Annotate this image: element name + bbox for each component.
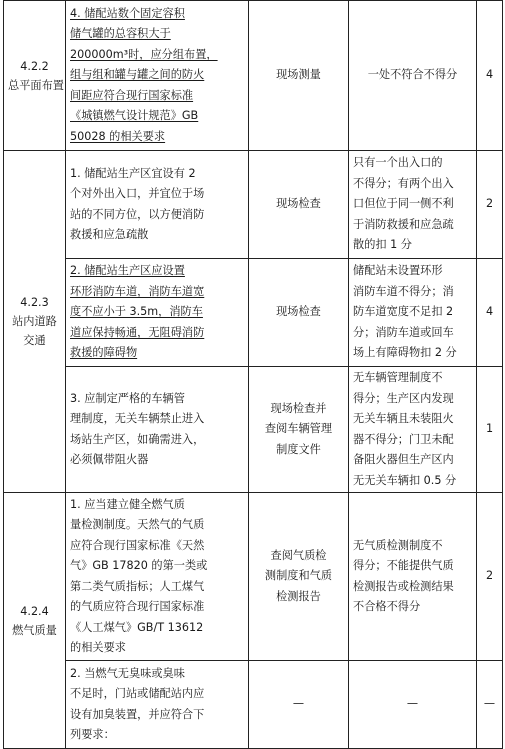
scoring-cell: 无气质检测制度不 得分；不能提供气质 检测报告或检测结果 不合格不得分 <box>349 493 477 661</box>
method-cell: 现场测量 <box>249 1 349 151</box>
method-cell: — <box>249 661 349 749</box>
method-cell: 现场检查并 查阅车辆管理 制度文件 <box>249 367 349 493</box>
points-cell: 4 <box>477 259 503 367</box>
scoring-cell: — <box>349 661 477 749</box>
points-cell: — <box>477 661 503 749</box>
requirement-cell: 1. 储配站生产区宜设有 2 个对外出入口，并宜位于场 站的不同方位，以方便消防 救援和应急疏散 <box>66 151 249 259</box>
method-cell: 现场检查 <box>249 259 349 367</box>
requirement-cell: 4. 储配站数个固定容积 储气罐的总容积大于 200000m³时，应分组布置， 组与组和罐与罐之间的防火 间距应符合现行国家标准 《城镇燃气设计规范》GB 50028 的相关要求 <box>66 1 249 151</box>
points-cell: 1 <box>477 367 503 493</box>
table-row <box>4 661 503 749</box>
scoring-cell: 储配站未设置环形 消防车道不得分；消 防车道宽度不足扣 2 分；消防车道或回车 场上有障碍物扣 2 分 <box>349 259 477 367</box>
section-cell: 4.2.3 站内道路 交通 <box>4 151 66 493</box>
section-cell: 4.2.4 燃气质量 <box>4 493 66 749</box>
evaluation-table <box>3 0 503 749</box>
points-cell: 4 <box>477 1 503 151</box>
requirement-cell: 1. 应当建立健全燃气质 量检测制度。天然气的气质 应符合现行国家标准《天然 气》GB 17820 的第一类或 第二类气质指标；人工煤气 的气质应符合现行国家标准 《人工煤气》GB/T 13612 的相关要求 <box>66 493 249 661</box>
table-row <box>4 367 503 493</box>
method-cell: 现场检查 <box>249 151 349 259</box>
table-row <box>4 493 503 661</box>
scoring-cell: 无车辆管理制度不 得分；生产区内发现 无关车辆且未装阻火 器不得分；门卫未配 备阻火器但生产区内 无无关车辆扣 0.5 分 <box>349 367 477 493</box>
method-cell: 查阅气质检 测制度和气质 检测报告 <box>249 493 349 661</box>
points-cell: 2 <box>477 151 503 259</box>
points-cell: 2 <box>477 493 503 661</box>
section-cell: 4.2.2 总平面布置 <box>4 1 66 151</box>
scoring-cell: 只有一个出入口的 不得分；有两个出入 口但位于同一侧不利 于消防救援和应急疏 散的扣 1 分 <box>349 151 477 259</box>
table-row <box>4 259 503 367</box>
requirement-cell: 2. 当燃气无臭味或臭味 不足时，门站或储配站内应 设有加臭装置，并应符合下 列要求： <box>66 661 249 749</box>
requirement-cell: 2. 储配站生产区应设置 环形消防车道，消防车道宽 度不应小于 3.5m，消防车 道应保持畅通，无阻碍消防 救援的障碍物 <box>66 259 249 367</box>
scoring-cell: 一处不符合不得分 <box>349 1 477 151</box>
table-row <box>4 151 503 259</box>
requirement-cell: 3. 应制定严格的车辆管 理制度，无关车辆禁止进入 场站生产区，如确需进入， 必须佩带阻火器 <box>66 367 249 493</box>
table-row <box>4 1 503 151</box>
